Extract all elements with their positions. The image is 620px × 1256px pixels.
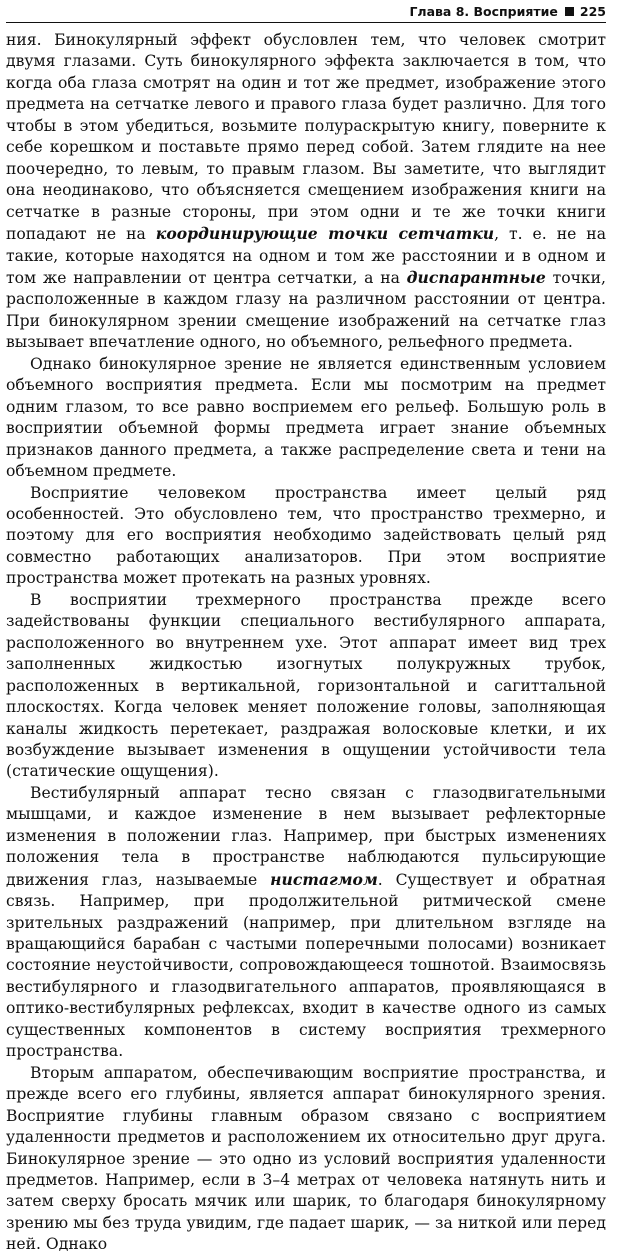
text-run: Восприятие человеком пространства имеет целый ряд особенностей. Это обусловлено тем, что пространство трехмерно, и поэтому для его восприятия необходимо задействовать целый ряд совместно работающих анализаторов. При этом восприятие пространства может протекать на разных уровнях. bbox=[6, 483, 606, 588]
term-disparate: диспарантные bbox=[406, 267, 546, 287]
running-header bbox=[6, 0, 606, 23]
paragraph bbox=[6, 590, 606, 783]
chapter-title: Глава 8. Восприятие bbox=[409, 3, 558, 19]
text-run: точки, расположенные в каждом глазу на различном расстоянии от центра. При бинокулярном зрении смещение изображений на сетчатке глаз вызывает впечатление одного, но объемного, рельефного предмета. bbox=[6, 268, 606, 352]
paragraph bbox=[6, 1063, 606, 1256]
paragraph bbox=[6, 354, 606, 483]
page-number: 225 bbox=[579, 3, 606, 19]
text-run: , т. е. не на такие, которые находятся на одном и том же расстоянии и в одном и том же направлении от центра сетчатки, а на bbox=[6, 225, 606, 287]
term-coordinating-points: координирующие точки сетчатки bbox=[155, 224, 495, 244]
body-text bbox=[6, 30, 606, 1256]
text-run: Вторым аппаратом, обеспечивающим восприятие пространства, и прежде всего его глубины, является аппарат бинокулярного зрения. Восприятие глубины главным образом связано с восприятием удаленности предметов и расположением их относительно друг друга. Бинокулярное зрение — это одно из условий восприятия удаленности предметов. Например, если в 3–4 метрах от человека натянуть нить и затем сверху бросать мячик или шарик, то благодаря бинокулярному зрению мы без труда увидим, где падает шарик, — за ниткой или перед ней. Однако bbox=[6, 1063, 606, 1254]
term-nystagmus: нистагмом bbox=[270, 869, 378, 889]
text-run: Однако бинокулярное зрение не является единственным условием объемного восприятия предмета. Если мы посмотрим на предмет одним глазом, то все равно восприемем его рельеф. Большую роль в восприятии объемной формы предмета играет знание объемных признаков данного предмета, а также распределение света и тени на объемном предмете. bbox=[6, 354, 606, 481]
paragraph bbox=[6, 783, 606, 1063]
text-run: Вестибулярный аппарат тесно связан с глазодвигательными мышцами, и каждое изменение в нем вызывает рефлекторные изменения в положении глаз. Например, при быстрых изменениях положения тела в пространстве наблюдаются пульсирующие движения глаз, называемые bbox=[6, 783, 606, 889]
text-run: ния. Бинокулярный эффект обусловлен тем, что человек смотрит двумя глазами. Суть бинокулярного эффекта заключается в том, что когда оба глаза смотрят на один и тот же предмет, изображение этого предмета на сетчатке левого и правого глаза будет различно. Для того чтобы в этом убедиться, возьмите полураскрытую книгу, поверните к себе корешком и поставьте прямо перед собой. Затем глядите на нее поочередно, то левым, то правым глазом. Вы заметите, что выглядит она неодинаково, что объясняется смещением изображения книги на сетчатке в разные стороны, при этом одни и те же точки книги попадают не на bbox=[6, 31, 606, 244]
paragraph bbox=[6, 30, 606, 354]
paragraph bbox=[6, 483, 606, 590]
square-bullet-icon bbox=[565, 7, 574, 16]
text-run: В восприятии трехмерного пространства прежде всего задействованы функции специального вестибулярного аппарата, расположенного во внутреннем ухе. Этот аппарат имеет вид трех заполненных жидкостью изогнутых полукружных трубок, расположенных в вертикальной, горизонтальной и сагиттальной плоскостях. Когда человек меняет положение головы, заполняющая каналы жидкость перетекает, раздражая волосковые клетки, и их возбуждение вызывает изменения в ощущении устойчивости тела (статические ощущения). bbox=[6, 590, 606, 781]
text-run: . Существует и обратная связь. Например, при продолжительной ритмической смене зрительных раздражений (например, при длительном взгляде на вращающийся барабан с частыми поперечными полосами) возникает состояние неустойчивости, сопровождающееся тошнотой. Взаимосвязь вестибулярного и глазодвигательного аппаратов, проявляющаяся в оптико-вестибулярных рефлексах, входит в качестве одного из самых существенных компонентов в систему восприятия трехмерного пространства. bbox=[6, 870, 606, 1061]
